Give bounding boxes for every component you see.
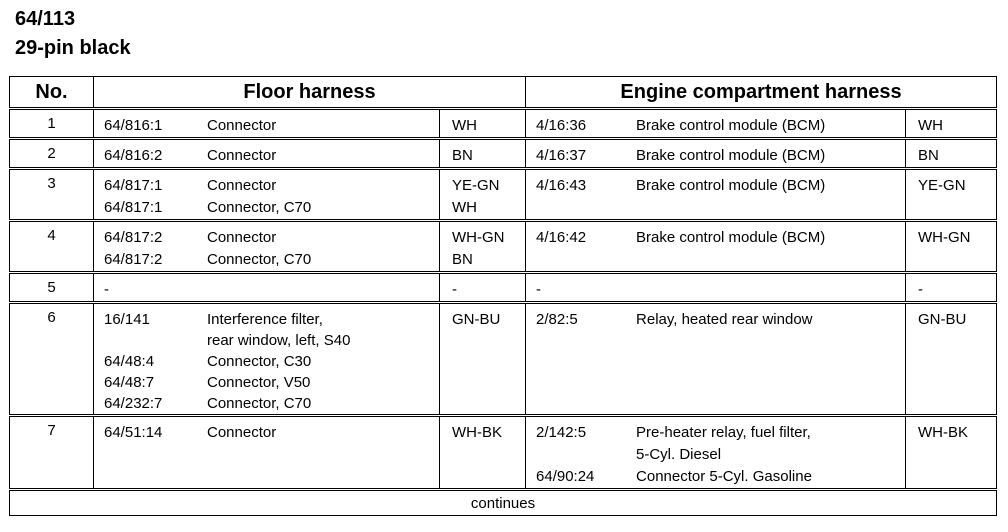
engine-harness-line bbox=[526, 309, 905, 330]
pin-number: 3 bbox=[10, 169, 94, 221]
engine-harness-color-cell bbox=[906, 273, 997, 303]
engine-harness-description: Connector 5-Cyl. Gasoline bbox=[636, 468, 812, 485]
pin-number: 2 bbox=[10, 139, 94, 169]
floor-harness-code: 16/141 bbox=[104, 311, 150, 328]
engine-harness-line bbox=[526, 422, 905, 444]
engine-harness-wire-color: WH-GN bbox=[918, 229, 971, 246]
floor-harness-wire-color: GN-BU bbox=[452, 311, 501, 328]
engine-harness-line bbox=[526, 444, 905, 466]
floor-harness-cell bbox=[94, 303, 440, 416]
floor-harness-color-cell bbox=[440, 169, 526, 221]
engine-harness-code: 4/16:43 bbox=[536, 177, 587, 194]
pin-number: 1 bbox=[10, 109, 94, 139]
engine-harness-wire-color: WH-BK bbox=[918, 424, 969, 441]
floor-harness-description: Connector, C70 bbox=[207, 395, 312, 412]
floor-harness-description: Connector bbox=[207, 177, 277, 194]
floor-harness-line bbox=[94, 422, 439, 444]
engine-harness-code: 2/82:5 bbox=[536, 311, 578, 328]
floor-harness-code: 64/48:7 bbox=[104, 374, 155, 391]
floor-harness-color-cell bbox=[440, 416, 526, 490]
engine-harness-color-cell bbox=[906, 109, 997, 139]
engine-harness-wire-color: - bbox=[918, 281, 924, 298]
engine-harness-description: Brake control module (BCM) bbox=[636, 147, 826, 164]
floor-harness-line bbox=[94, 145, 439, 167]
floor-harness-line bbox=[94, 249, 439, 271]
floor-harness-code: 64/817:1 bbox=[104, 199, 163, 216]
floor-harness-cell bbox=[94, 139, 440, 169]
floor-harness-line bbox=[94, 175, 439, 197]
floor-harness-wire-color: WH-BK bbox=[452, 424, 502, 441]
pin-number: 6 bbox=[10, 303, 94, 416]
engine-harness-code: 64/90:24 bbox=[536, 468, 595, 485]
engine-harness-code: 4/16:42 bbox=[536, 229, 587, 246]
column-header-engine: Engine compartment harness bbox=[526, 77, 997, 109]
header-row bbox=[10, 77, 997, 109]
engine-harness-color-cell bbox=[906, 416, 997, 490]
table-row bbox=[10, 303, 997, 416]
floor-harness-cell bbox=[94, 109, 440, 139]
column-header-no: No. bbox=[10, 77, 94, 109]
table-row bbox=[10, 139, 997, 169]
engine-harness-line bbox=[526, 145, 905, 167]
engine-harness-code: 2/142:5 bbox=[536, 424, 587, 441]
table-row bbox=[10, 221, 997, 273]
floor-harness-description: Connector bbox=[207, 229, 277, 246]
floor-harness-line bbox=[94, 309, 439, 330]
engine-harness-cell bbox=[526, 169, 906, 221]
floor-harness-cell bbox=[94, 416, 440, 490]
engine-harness-description: 5-Cyl. Diesel bbox=[636, 446, 722, 463]
engine-harness-color-cell bbox=[906, 303, 997, 416]
engine-harness-description: Brake control module (BCM) bbox=[636, 229, 826, 246]
floor-harness-code: 64/817:2 bbox=[104, 251, 163, 268]
floor-harness-code: 64/232:7 bbox=[104, 395, 163, 412]
engine-harness-code: 4/16:37 bbox=[536, 147, 587, 164]
floor-harness-wire-color: WH bbox=[452, 199, 477, 216]
pin-number: 7 bbox=[10, 416, 94, 490]
engine-harness-cell bbox=[526, 303, 906, 416]
floor-harness-description: Connector bbox=[207, 117, 277, 134]
floor-harness-line bbox=[94, 197, 439, 219]
floor-harness-color-cell bbox=[440, 109, 526, 139]
floor-harness-color-cell bbox=[440, 221, 526, 273]
table-row bbox=[10, 109, 997, 139]
engine-harness-color-cell bbox=[906, 139, 997, 169]
engine-harness-cell bbox=[526, 416, 906, 490]
connector-description: 29-pin black bbox=[15, 37, 131, 59]
engine-harness-color-cell bbox=[906, 221, 997, 273]
floor-harness-color-cell bbox=[440, 303, 526, 416]
column-header-floor: Floor harness bbox=[94, 77, 526, 109]
floor-harness-line bbox=[94, 351, 439, 372]
floor-harness-code: 64/817:1 bbox=[104, 177, 163, 194]
floor-harness-wire-color: WH-GN bbox=[452, 229, 505, 246]
engine-harness-description bbox=[636, 279, 905, 301]
table-row bbox=[10, 273, 997, 303]
floor-harness-wire-color: - bbox=[452, 281, 457, 298]
floor-harness-code: - bbox=[104, 281, 109, 298]
engine-harness-wire-color: BN bbox=[918, 147, 939, 164]
floor-harness-color-cell bbox=[440, 139, 526, 169]
engine-harness-wire-color: YE-GN bbox=[918, 177, 966, 194]
floor-harness-line bbox=[94, 330, 439, 351]
floor-harness-line bbox=[94, 372, 439, 393]
floor-harness-description: Connector, C70 bbox=[207, 251, 312, 268]
engine-harness-description: Relay, heated rear window bbox=[636, 311, 813, 328]
floor-harness-description: Interference filter, bbox=[207, 311, 323, 328]
floor-harness-description: Connector, C70 bbox=[207, 199, 312, 216]
engine-harness-line bbox=[526, 115, 905, 137]
floor-harness-description: Connector bbox=[207, 424, 277, 441]
floor-harness-line bbox=[94, 115, 439, 137]
floor-harness-description: Connector bbox=[207, 147, 277, 164]
floor-harness-description: Connector, V50 bbox=[207, 374, 311, 391]
table-row bbox=[10, 416, 997, 490]
engine-harness-line bbox=[526, 227, 905, 249]
floor-harness-line bbox=[94, 227, 439, 249]
engine-harness-cell bbox=[526, 273, 906, 303]
floor-harness-line bbox=[94, 279, 439, 301]
floor-harness-description: rear window, left, S40 bbox=[207, 332, 351, 349]
engine-harness-cell bbox=[526, 109, 906, 139]
floor-harness-line bbox=[94, 393, 439, 414]
engine-harness-color-cell bbox=[906, 169, 997, 221]
engine-harness-description: Brake control module (BCM) bbox=[636, 177, 826, 194]
floor-harness-cell bbox=[94, 273, 440, 303]
table-row bbox=[10, 169, 997, 221]
engine-harness-cell bbox=[526, 139, 906, 169]
engine-harness-code: 4/16:36 bbox=[536, 117, 587, 134]
engine-harness-cell bbox=[526, 221, 906, 273]
continues-note: continues bbox=[10, 490, 997, 516]
floor-harness-wire-color: YE-GN bbox=[452, 177, 500, 194]
pin-assignment-table bbox=[9, 76, 997, 516]
pin-number: 4 bbox=[10, 221, 94, 273]
floor-harness-cell bbox=[94, 169, 440, 221]
floor-harness-wire-color: BN bbox=[452, 147, 473, 164]
pin-number: 5 bbox=[10, 273, 94, 303]
engine-harness-description: Brake control module (BCM) bbox=[636, 117, 826, 134]
floor-harness-wire-color: WH bbox=[452, 117, 477, 134]
floor-harness-code: 64/816:2 bbox=[104, 147, 163, 164]
engine-harness-line bbox=[526, 175, 905, 197]
floor-harness-code: 64/48:4 bbox=[104, 353, 155, 370]
engine-harness-line bbox=[526, 279, 905, 301]
engine-harness-wire-color: GN-BU bbox=[918, 311, 967, 328]
footer-row bbox=[10, 490, 997, 516]
floor-harness-color-cell bbox=[440, 273, 526, 303]
engine-harness-wire-color: WH bbox=[918, 117, 944, 134]
engine-harness-line bbox=[526, 466, 905, 488]
engine-harness-description: Pre-heater relay, fuel filter, bbox=[636, 424, 811, 441]
floor-harness-cell bbox=[94, 221, 440, 273]
floor-harness-code: 64/817:2 bbox=[104, 229, 163, 246]
engine-harness-code: - bbox=[536, 281, 542, 298]
floor-harness-code: 64/816:1 bbox=[104, 117, 163, 134]
floor-harness-description bbox=[207, 279, 439, 301]
floor-harness-code bbox=[94, 330, 207, 351]
floor-harness-code: 64/51:14 bbox=[104, 424, 163, 441]
floor-harness-description: Connector, C30 bbox=[207, 353, 312, 370]
connector-code: 64/113 bbox=[15, 8, 76, 30]
floor-harness-wire-color: BN bbox=[452, 251, 473, 268]
engine-harness-code bbox=[526, 444, 636, 466]
